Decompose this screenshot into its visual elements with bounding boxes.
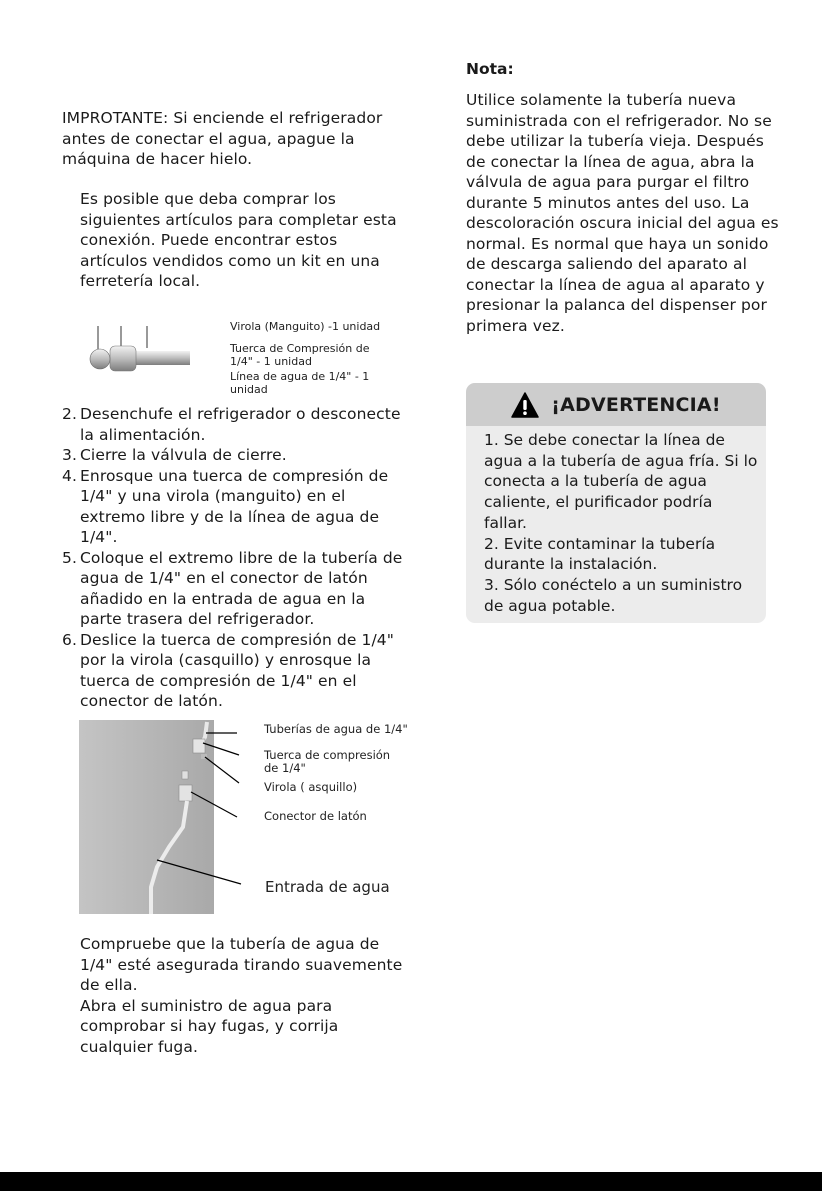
step-number: 6.: [62, 630, 77, 649]
step-number: 5.: [62, 548, 77, 567]
warning-item: 3. Sólo conéctelo a un suministro de agua potable.: [484, 575, 743, 615]
figure2-label-inlet: Entrada de agua: [265, 878, 390, 896]
step-item: [62, 630, 407, 712]
figure2-label-tubing: Tuberías de agua de 1/4": [264, 722, 408, 736]
fittings-illustration: [80, 318, 220, 398]
step-text: Deslice la tuerca de compresión de 1/4" por la virola (casquillo) y enrosque la tuerca de compresión de 1/4" en el conector de latón.: [80, 630, 394, 710]
step-text: Coloque el extremo libre de la tubería de agua de 1/4" en el conector de latón añadido en la entrada de agua en la parte trasera del refrigerador.: [80, 548, 403, 628]
check-paragraph: [80, 934, 410, 1057]
step-number: 4.: [62, 466, 77, 485]
figure1-label-line: Línea de agua de 1/4" - 1 unidad: [230, 370, 370, 396]
step-text: Cierre la válvula de cierre.: [80, 446, 287, 464]
step-item: [62, 404, 407, 445]
step-item: [62, 548, 407, 630]
warning-item: 2. Evite contaminar la tubería durante la instalación.: [484, 534, 716, 574]
check-text: Compruebe que la tubería de agua de 1/4" esté asegurada tirando suavemente de ella.: [80, 935, 403, 994]
warning-title: ¡ADVERTENCIA!: [551, 393, 721, 416]
step-text: Enrosque una tuerca de compresión de 1/4" y una virola (manguito) en el extremo libre y de la línea de agua de 1/4".: [80, 466, 389, 546]
figure2-label-ferrule: Virola ( asquillo): [264, 780, 358, 794]
note-text: Utilice solamente la tubería nueva suministrada con el refrigerador. No se debe utilizar la tubería vieja. Después de conectar la línea de agua, abra la válvula de agua para purgar el filtro durante 5 minutos antes del uso. La descoloración oscura inicial del agua es normal. Es normal que haya un sonido de descarga saliendo del aparato al conectar la línea de agua al aparato y presionar la palanca del dispenser por primera vez.: [466, 91, 779, 335]
intro-paragraph: Es posible que deba comprar los siguientes artículos para completar esta conexión. Puede encontrar estos artículos vendidos como un kit en una ferretería local.: [80, 190, 397, 290]
step-text: Desenchufe el refrigerador o desconecte la alimentación.: [80, 405, 401, 444]
warning-item: 1. Se debe conectar la línea de agua a la tubería de agua fría. Si lo conecta a la tubería de agua caliente, el purificador podría fallar.: [484, 431, 758, 532]
warning-body: [484, 430, 760, 616]
warning-box: [466, 383, 766, 623]
step-item: [62, 466, 407, 548]
warning-triangle-icon: [511, 392, 539, 418]
steps-list: [62, 404, 407, 712]
connection-figure: [79, 717, 419, 917]
open-supply-text: Abra el suministro de agua para comprobar si hay fugas, y corrija cualquier fuga.: [80, 996, 339, 1056]
fittings-figure: [80, 318, 400, 398]
footer-bar: [0, 1172, 822, 1191]
note-title: Nota:: [466, 60, 514, 78]
figure1-label-ferrule: Virola (Manguito) -1 unidad: [230, 320, 381, 333]
important-note: IMPROTANTE: Si enciende el refrigerador antes de conectar el agua, apague la máquina de hacer hielo.: [62, 109, 383, 168]
warning-header: [466, 383, 766, 426]
figure2-label-nut: Tuerca de compresión de 1/4": [264, 748, 391, 775]
step-number: 3.: [62, 446, 77, 464]
step-item: [62, 445, 407, 466]
figure2-label-connector: Conector de latón: [264, 809, 367, 823]
step-number: 2.: [62, 405, 77, 423]
figure1-label-nut: Tuerca de Compresión de 1/4" - 1 unidad: [230, 342, 370, 368]
